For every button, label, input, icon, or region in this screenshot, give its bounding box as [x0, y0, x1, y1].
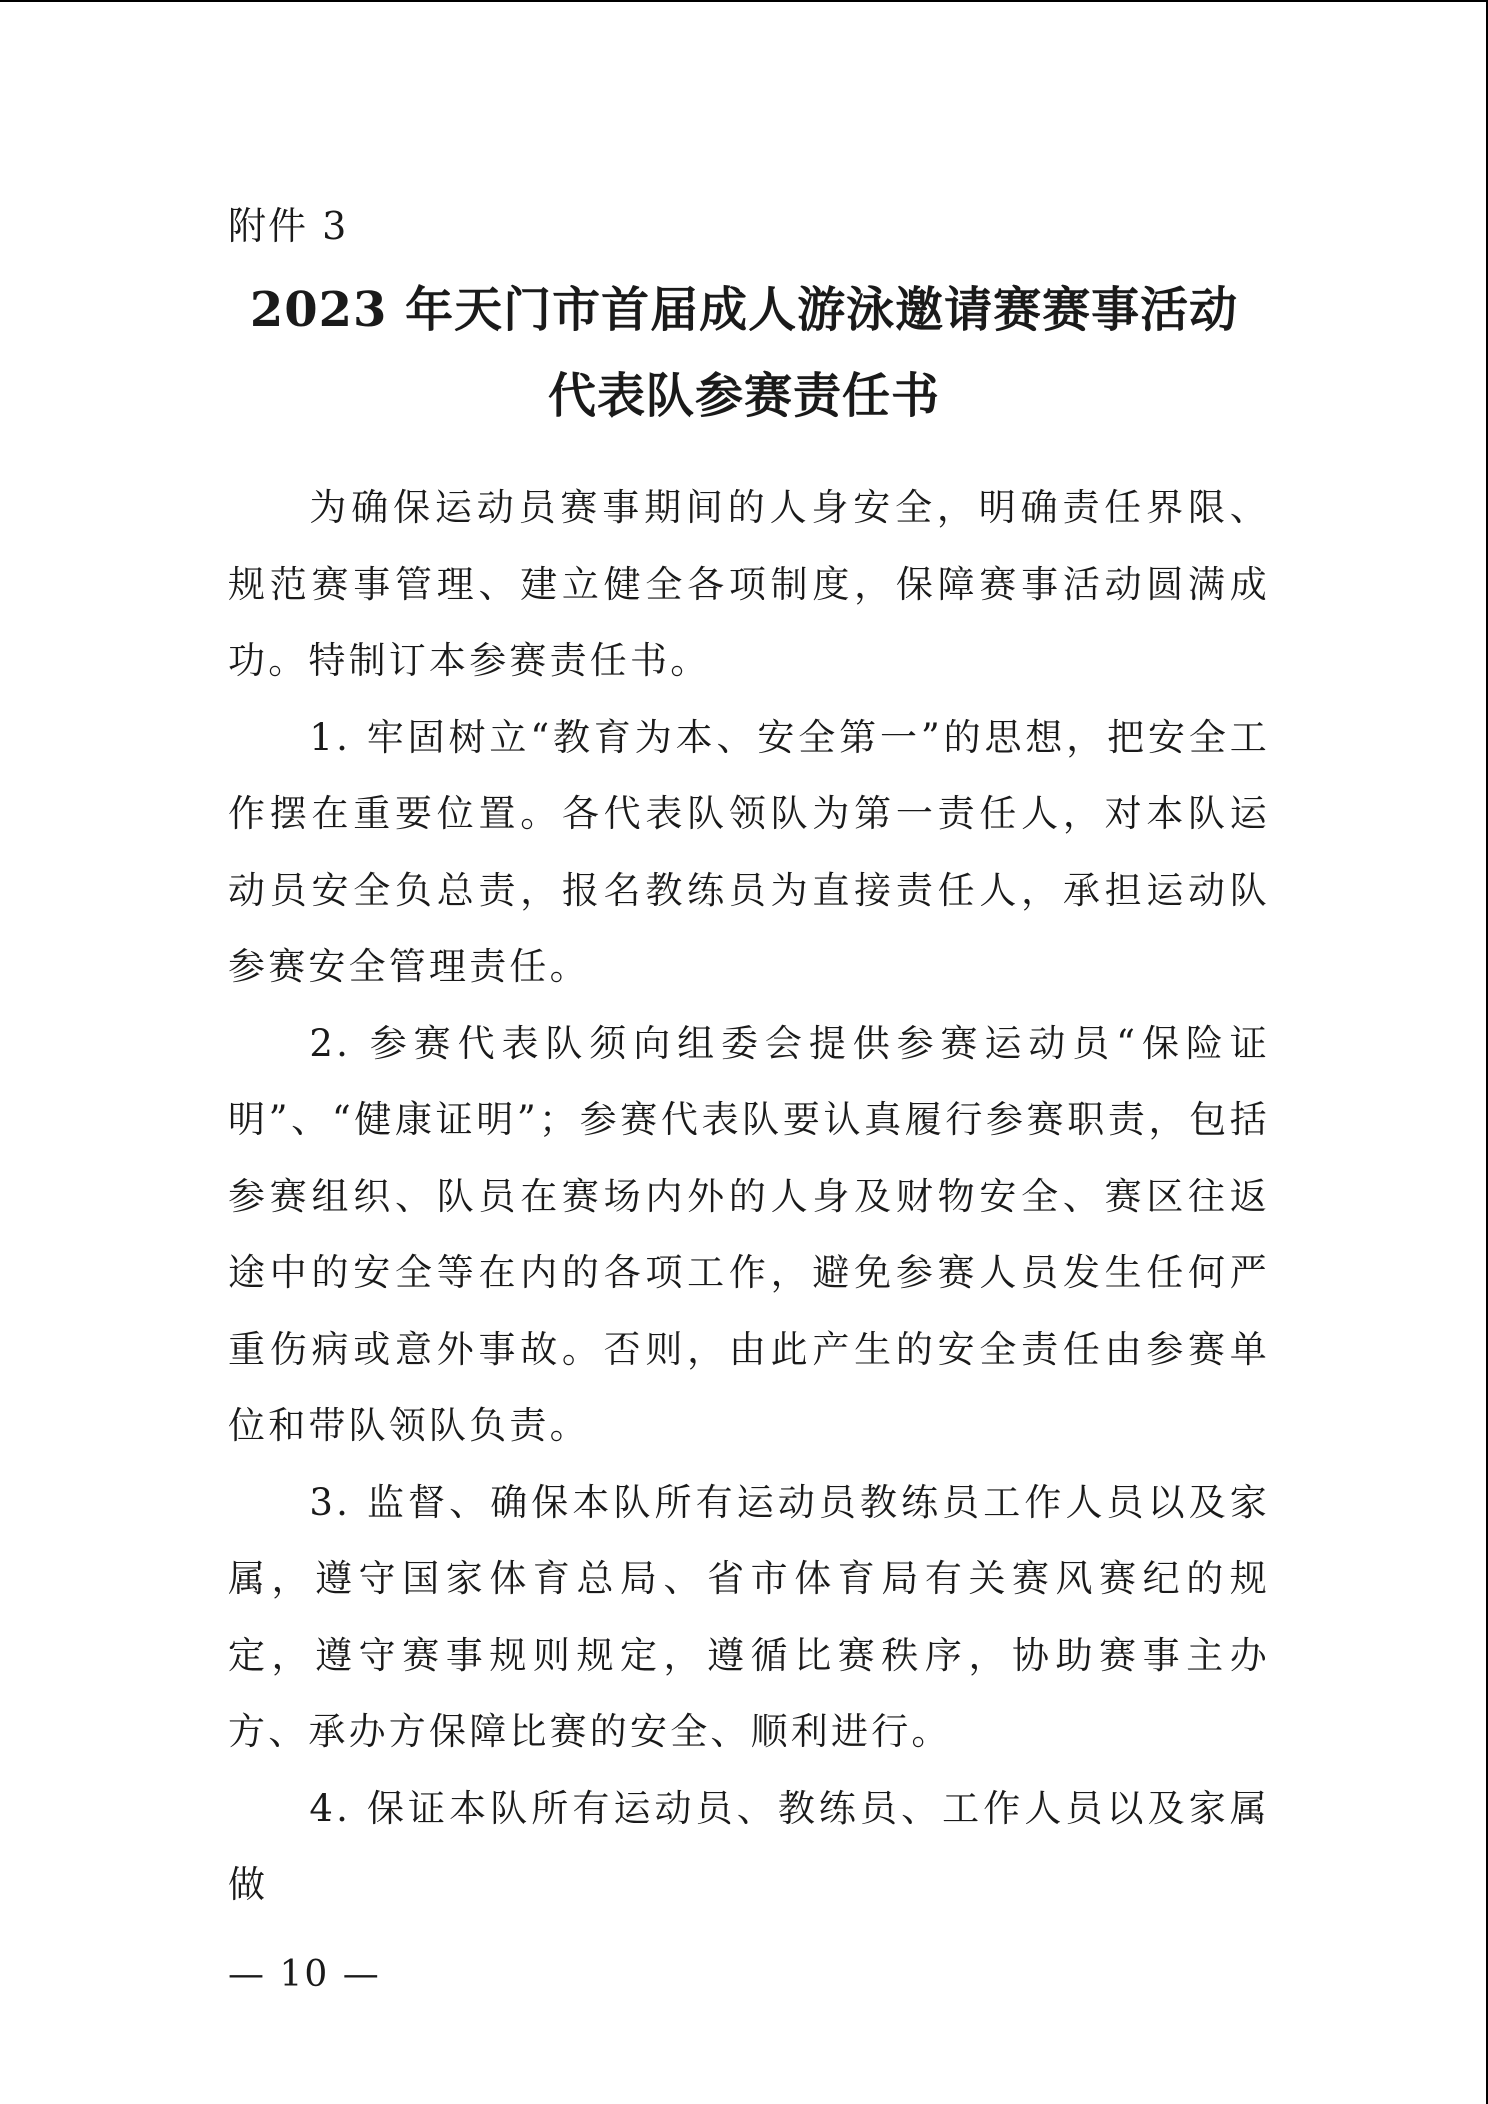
paragraph-item-2: 2. 参赛代表队须向组委会提供参赛运动员“保险证明”、“健康证明”；参赛代表队要认真履行参赛职责，包括参赛组织、队员在赛场内外的人身及财物安全、赛区往返途中的安全等在内的各项工作，避免参赛人员发生任何严重伤病或意外事故。否则，由此产生的安全责任由参赛单位和带队领队负责。: [228, 1021, 1270, 1447]
paragraph-intro: 为确保运动员赛事期间的人身安全，明确责任界限、规范赛事管理、建立健全各项制度，保障赛事活动圆满成功。特制订本参赛责任书。: [228, 486, 1270, 682]
paragraph-item-3: 3. 监督、确保本队所有运动员教练员工作人员以及家属，遵守国家体育总局、省市体育局有关赛风赛纪的规定，遵守赛事规则规定，遵循比赛秩序，协助赛事主办方、承办方保障比赛的安全、顺利进行。: [228, 1480, 1270, 1753]
document-title-line-2: 代表队参赛责任书: [547, 368, 940, 424]
page-number: — 10 —: [228, 1954, 381, 1995]
page-border-top: [0, 0, 1488, 2]
paragraph-item-4: 4. 保证本队所有运动员、教练员、工作人员以及家属做: [228, 1786, 1270, 1906]
document-body: [228, 470, 1270, 1924]
paragraph-item-1: 1. 牢固树立“教育为本、安全第一”的思想，把安全工作摆在重要位置。各代表队领队为第一责任人，对本队运动员安全负总责，报名教练员为直接责任人，承担运动队参赛安全管理责任。: [228, 715, 1270, 988]
attachment-label: 附件 3: [228, 204, 349, 248]
document-title-line-1: 2023 年天门市首届成人游泳邀请赛赛事活动: [249, 282, 1239, 338]
